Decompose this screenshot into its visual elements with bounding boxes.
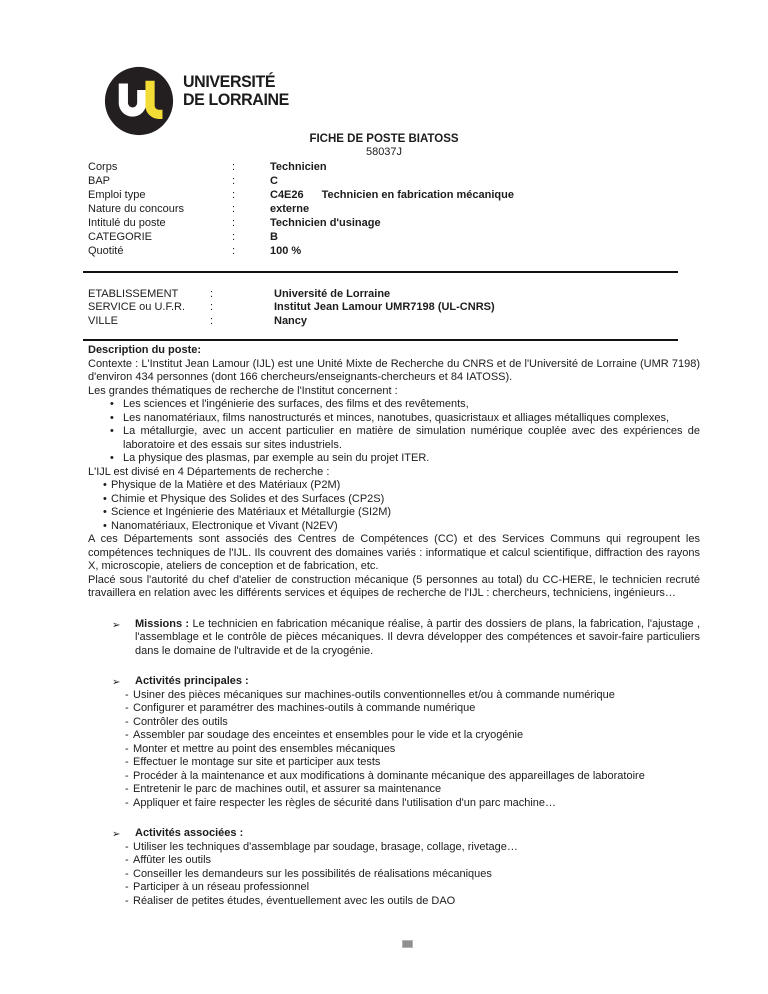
- block-text: Monter et mettre au point des ensembles mécaniques: [133, 742, 396, 755]
- page-title: FICHE DE POSTE BIATOSS: [309, 133, 459, 145]
- block-text: Physique de la Matière et des Matériaux (P2M): [111, 479, 341, 492]
- list-marker: -: [125, 742, 129, 755]
- description-block: [88, 729, 700, 743]
- field-row: [88, 288, 768, 301]
- description-block: [88, 743, 700, 757]
- field-row: [88, 202, 768, 216]
- description-block: [88, 506, 700, 520]
- list-marker: -: [125, 729, 129, 742]
- description-block: [88, 385, 700, 399]
- field-separator: :: [232, 189, 236, 201]
- list-marker: -: [125, 881, 129, 894]
- description-block: [88, 533, 700, 574]
- list-marker: -: [125, 783, 129, 796]
- block-text: Effectuer le montage sur site et participer aux tests: [133, 756, 381, 769]
- block-text: Réaliser de petites études, éventuellement avec les outils de DAO: [133, 894, 456, 907]
- list-marker: ➢: [112, 677, 121, 689]
- description-block: [88, 358, 700, 385]
- block-text: Utiliser les techniques d'assemblage par soudage, brasage, collage, rivetage…: [133, 840, 518, 853]
- block-text: Entretenir le parc de machines outil, et assurer sa maintenance: [133, 783, 442, 796]
- description-block: [88, 895, 700, 909]
- field-value: Université de Lorraine: [274, 288, 391, 300]
- description-block: [88, 574, 700, 601]
- field-value: Technicien d'usinage: [270, 217, 381, 229]
- description-section: [88, 344, 700, 908]
- field-value: Technicien: [270, 161, 327, 173]
- list-marker: -: [125, 702, 129, 715]
- block-text: La métallurgie, avec un accent particulier en matière de simulation numérique couplée avec des expériences de laboratoire et des essais sur sites industriels.: [123, 425, 700, 451]
- list-marker: •: [103, 519, 107, 532]
- block-lead: Activités associées :: [135, 827, 244, 840]
- horizontal-rule: [83, 339, 678, 341]
- block-text: Science et Ingénierie des Matériaux et Métallurgie (SI2M): [111, 506, 392, 519]
- list-marker: ➢: [112, 619, 121, 631]
- field-separator: :: [232, 217, 236, 229]
- field-row: [88, 160, 768, 174]
- block-lead: Description du poste:: [88, 344, 202, 357]
- list-marker: •: [110, 425, 114, 438]
- list-marker: ➢: [112, 829, 121, 841]
- field-separator: :: [232, 203, 236, 215]
- post-fields-table: [88, 160, 768, 258]
- block-text: Usiner des pièces mécaniques sur machines-outils conventionnelles et/ou à commande numérique: [133, 688, 615, 701]
- block-text: Les nanomatériaux, films nanostructurés et minces, nanotubes, quasicristaux et alliages métalliques complexes,: [123, 411, 669, 424]
- description-block: [88, 756, 700, 770]
- field-separator: :: [232, 245, 236, 257]
- description-block: [88, 493, 700, 507]
- field-separator: :: [232, 231, 236, 243]
- block-text: Le technicien en fabrication mécanique réalise, à partir des dossiers de plans, la fabrication, l'ajustage , l'assemblage et le contrôle de pièces mécaniques. Il devra développer des compétences et savoir-faire particuliers dans le domaine de l'ultravide et de la cryogénie.: [135, 617, 701, 657]
- description-block: [88, 827, 700, 841]
- block-text: L'IJL est divisé en 4 Départements de recherche :: [88, 465, 330, 478]
- field-separator: :: [210, 288, 214, 300]
- block-text: Affûter les outils: [133, 854, 212, 867]
- field-value: B: [270, 231, 278, 243]
- field-separator: :: [232, 175, 236, 187]
- field-separator: :: [210, 314, 214, 327]
- list-marker: •: [103, 479, 107, 492]
- block-text: Chimie et Physique des Solides et des Surfaces (CP2S): [111, 492, 385, 505]
- block-text: Procéder à la maintenance et aux modifications à dominante mécanique des appareillages de laboratoire: [133, 769, 645, 782]
- description-block: [88, 881, 700, 895]
- description-block: [88, 425, 700, 452]
- block-text: Configurer et paramétrer des machines-outils à commande numérique: [133, 702, 476, 715]
- description-block: [88, 716, 700, 730]
- field-value: C4E26: [270, 189, 304, 201]
- horizontal-rule: [83, 271, 678, 273]
- ul-monogram-icon: [104, 66, 174, 136]
- description-block: [88, 783, 700, 797]
- field-label: CATEGORIE: [88, 231, 152, 243]
- block-lead: Missions :: [135, 617, 190, 630]
- field-label: VILLE: [88, 314, 118, 327]
- field-label: Emploi type: [88, 189, 146, 201]
- description-block: [88, 854, 700, 868]
- field-value-extra: Technicien en fabrication mécanique: [321, 189, 514, 201]
- field-row: [88, 230, 768, 244]
- field-label: Nature du concours: [88, 203, 184, 215]
- description-block: [88, 398, 700, 412]
- university-logo: [104, 66, 296, 136]
- field-value: Institut Jean Lamour UMR7198 (UL-CNRS): [274, 301, 495, 314]
- description-block: [88, 466, 700, 480]
- description-block: [88, 675, 700, 689]
- block-text: Les sciences et l'ingénierie des surfaces, des films et des revêtements,: [123, 398, 469, 411]
- reference-number: 58037J: [365, 146, 403, 158]
- field-row: [88, 216, 768, 230]
- list-marker: -: [125, 840, 129, 853]
- field-row: [88, 244, 768, 258]
- block-text: Nanomatériaux, Electronique et Vivant (N2EV): [111, 519, 338, 532]
- field-separator: :: [232, 161, 236, 173]
- description-block: [88, 479, 700, 493]
- field-value: 100 %: [270, 245, 302, 257]
- description-block: [88, 689, 700, 703]
- block-text: A ces Départements sont associés des Centres de Compétences (CC) et des Services Communs qui regroupent les compétences techniques de l'IJL. Ils couvrent des domaines variés : informatique et calcul scientifique, diffraction des rayons X, microscopie, ateliers de conception et de fabrication, etc.: [88, 533, 700, 573]
- block-text: Conseiller les demandeurs sur les possibilités de réalisations mécaniques: [133, 867, 492, 880]
- wordmark-line1: UNIVERSITÉ: [183, 72, 276, 91]
- block-text: Appliquer et faire respecter les règles de sécurité dans l'utilisation d'un parc machine…: [133, 796, 557, 809]
- block-text: Contexte : L'Institut Jean Lamour (IJL) est une Unité Mixte de Recherche du CNRS et de l'Université de Lorraine (UMR 7198) d'environ 434 personnes (dont 166 chercheurs/enseignants-chercheurs et 84 IATOSS).: [88, 357, 700, 384]
- field-value: C: [270, 175, 278, 187]
- description-block: [88, 868, 700, 882]
- description-block: [88, 412, 700, 426]
- field-row: [88, 188, 768, 202]
- list-marker: -: [125, 769, 129, 782]
- field-label: Corps: [88, 161, 118, 173]
- field-label: ETABLISSEMENT: [88, 288, 179, 300]
- field-row: [88, 315, 768, 328]
- description-block: [88, 344, 700, 358]
- block-lead: Activités principales :: [135, 675, 249, 688]
- list-marker: -: [125, 688, 129, 701]
- description-block: [88, 702, 700, 716]
- description-block: [88, 770, 700, 784]
- field-row: [88, 174, 768, 188]
- page-footer-mark: [402, 940, 413, 948]
- description-block: [88, 797, 700, 811]
- list-marker: •: [110, 398, 114, 411]
- description-block: [88, 452, 700, 466]
- field-label: Quotité: [88, 245, 124, 257]
- description-block: [88, 841, 700, 855]
- wordmark-line2: DE LORRAINE: [183, 90, 289, 109]
- field-row: [88, 301, 768, 314]
- field-value: externe: [270, 203, 310, 215]
- block-text: Les grandes thématiques de recherche de l'Institut concernent :: [88, 384, 398, 397]
- block-text: Assembler par soudage des enceintes et ensembles pour le vide et la cryogénie: [133, 729, 524, 742]
- block-text: Participer à un réseau professionnel: [133, 881, 310, 894]
- list-marker: •: [110, 411, 114, 424]
- field-label: SERVICE ou U.F.R.: [88, 301, 185, 314]
- establishment-fields-table: [88, 288, 768, 328]
- list-marker: -: [125, 756, 129, 769]
- university-wordmark: [183, 73, 289, 109]
- list-marker: -: [125, 854, 129, 867]
- list-marker: •: [103, 492, 107, 505]
- list-marker: -: [125, 867, 129, 880]
- list-marker: •: [110, 452, 114, 465]
- block-text: La physique des plasmas, par exemple au sein du projet ITER.: [123, 452, 430, 465]
- list-marker: -: [125, 796, 129, 809]
- field-label: BAP: [88, 175, 111, 187]
- field-label: Intitulé du poste: [88, 217, 166, 229]
- field-value: Nancy: [274, 314, 308, 327]
- block-text: Placé sous l'autorité du chef d'atelier de construction mécanique (5 personnes au total) du CC-HERE, le technicien recruté travaillera en relation avec les différents services et équipes de recherche de l'IJL : chercheurs, techniciens, ingénieurs…: [88, 573, 700, 600]
- block-text: Contrôler des outils: [133, 715, 228, 728]
- list-marker: -: [125, 715, 129, 728]
- list-marker: •: [103, 506, 107, 519]
- list-marker: -: [125, 894, 129, 907]
- field-separator: :: [210, 301, 214, 314]
- description-block: [88, 520, 700, 534]
- description-block: [88, 618, 700, 659]
